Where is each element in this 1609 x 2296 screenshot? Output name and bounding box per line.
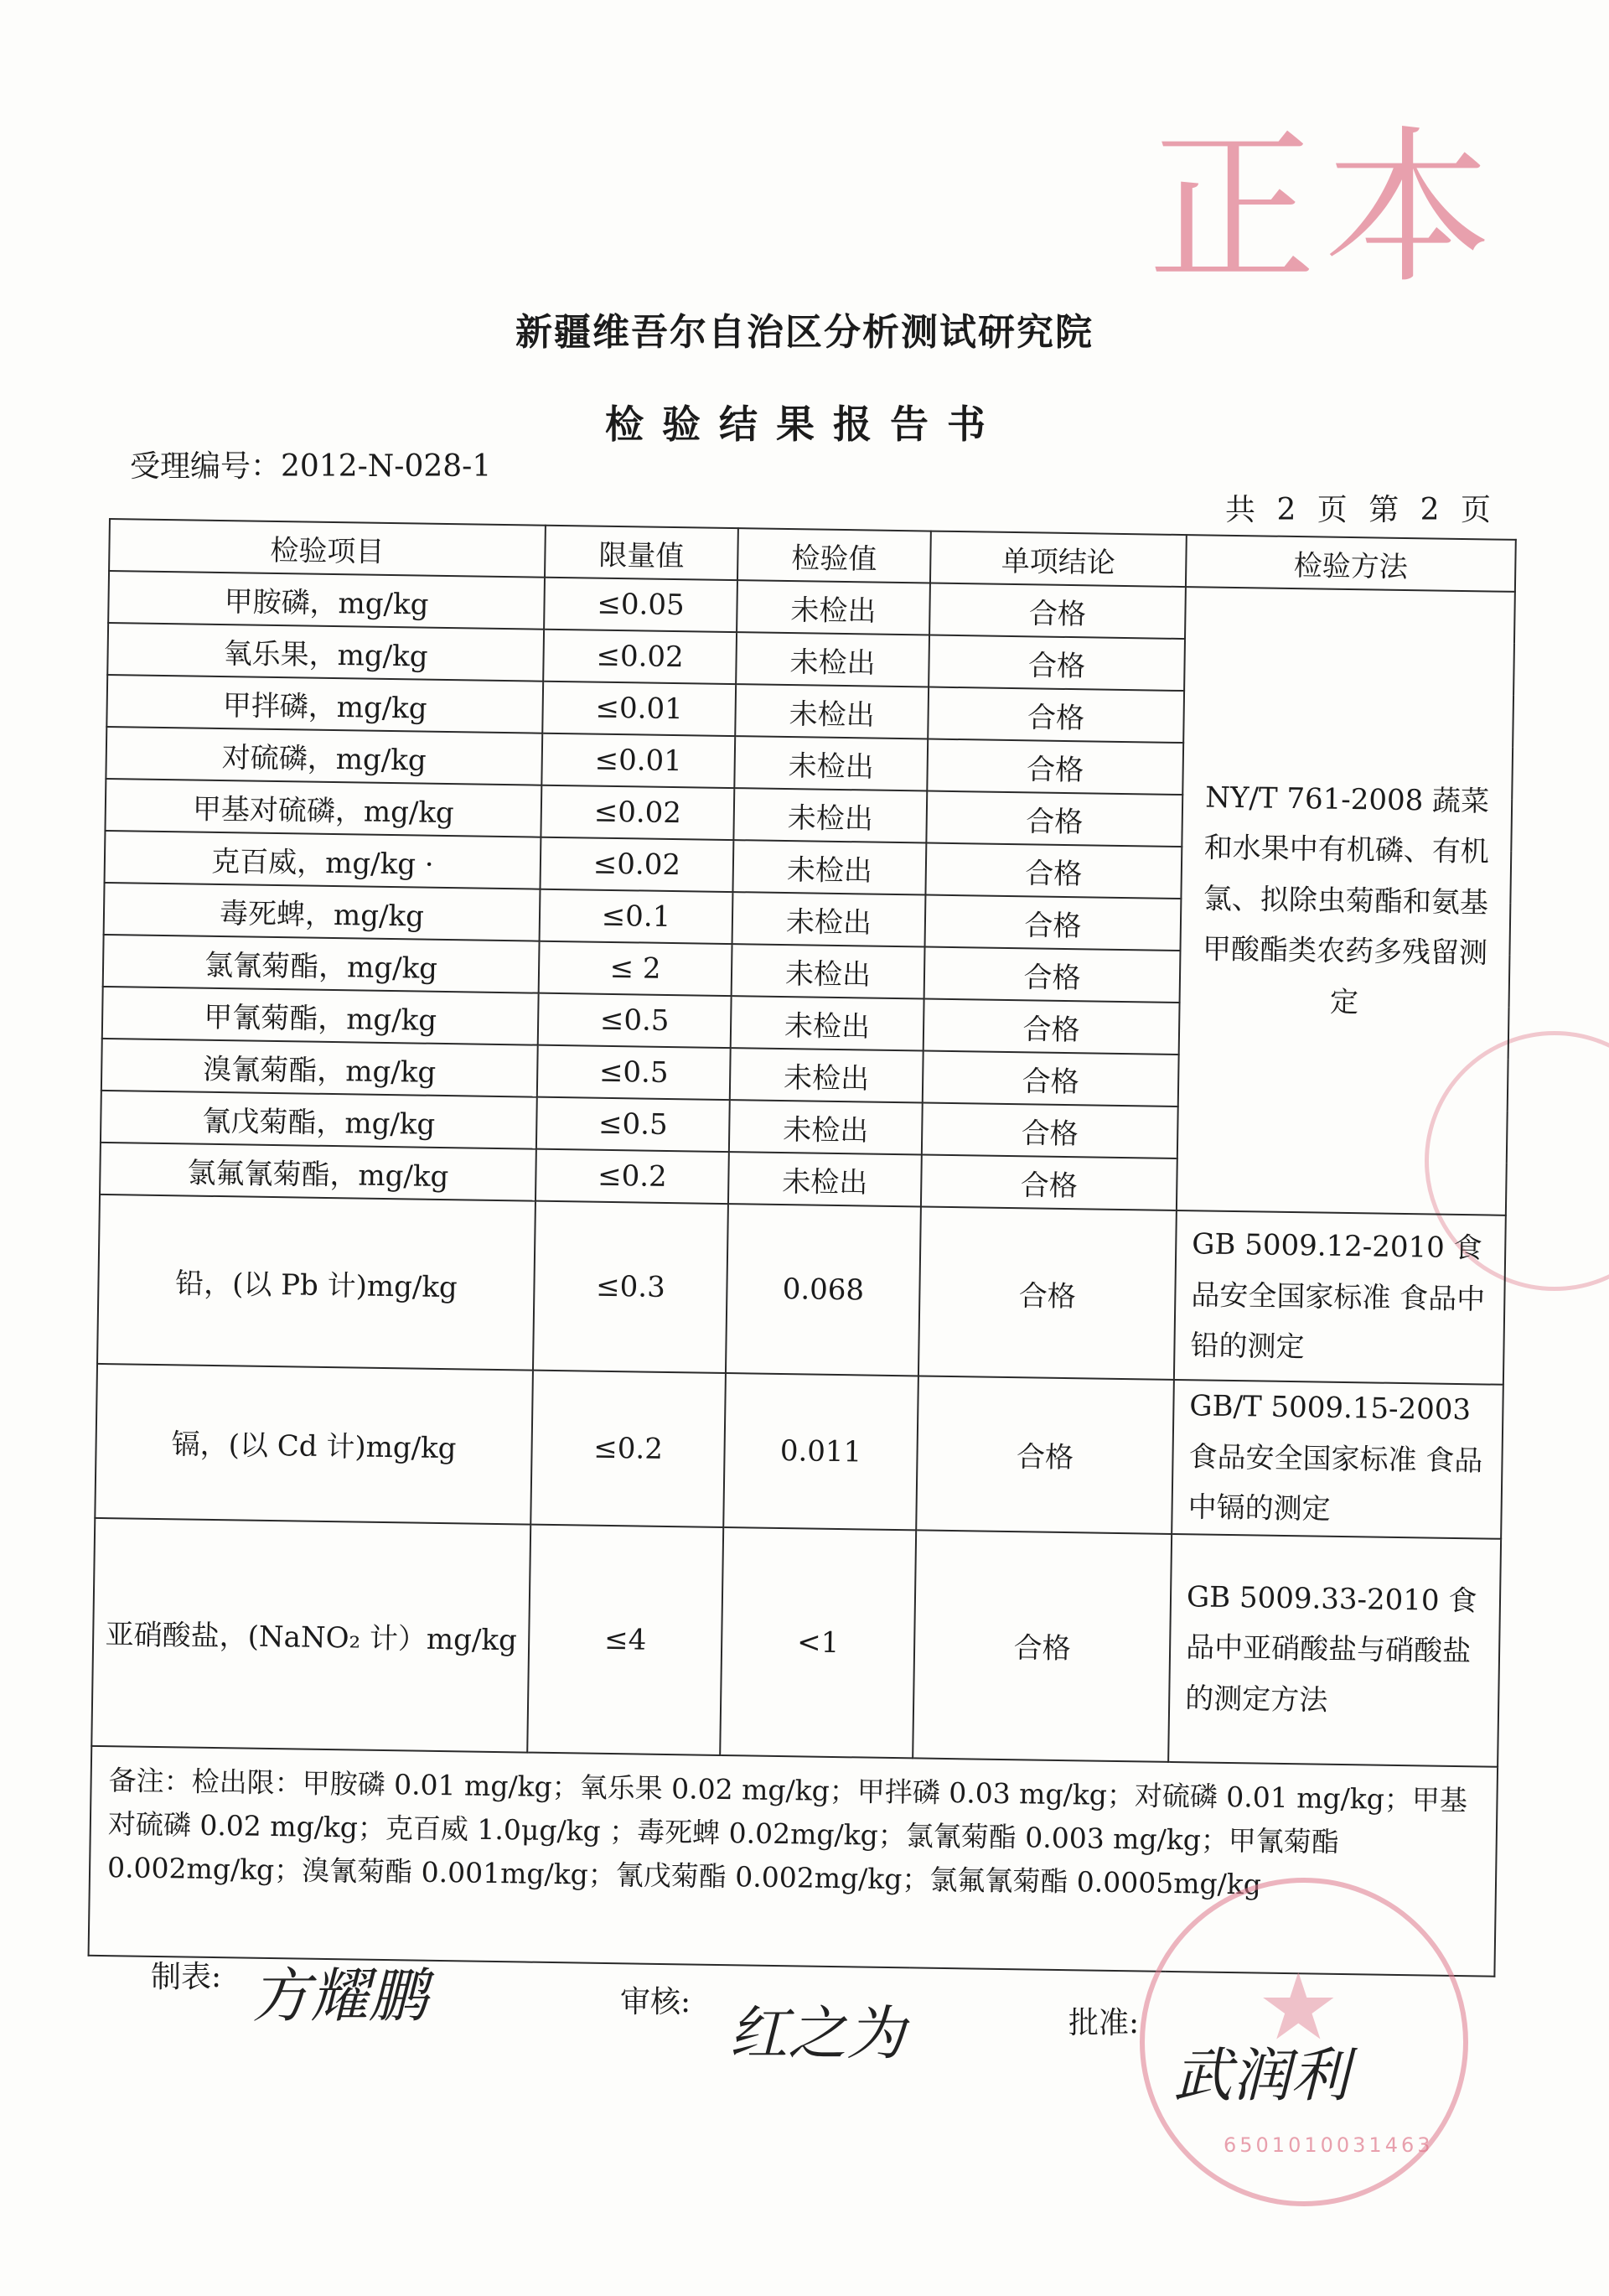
col-header-item: 检验项目 xyxy=(109,519,546,578)
cell-limit: ≤0.02 xyxy=(540,837,733,892)
cell-value: 未检出 xyxy=(732,892,926,946)
approve-label: 批准: xyxy=(1068,2006,1140,2040)
cell-value: 未检出 xyxy=(737,580,930,635)
cell-method-pesticide: NY/T 761-2008 蔬菜和水果中有机磷、有机氯、拟除虫菊酯和氨基甲酸酯类农药多残留测定 xyxy=(1177,587,1515,1215)
cell-method: GB 5009.33-2010 食品中亚硝酸盐与硝酸盐的测定方法 xyxy=(1168,1533,1501,1766)
cell-item: 甲胺磷，mg/kg xyxy=(108,571,545,630)
review-label: 审核: xyxy=(620,1985,691,2019)
cell-result: 合格 xyxy=(929,583,1186,640)
cell-value: 0.011 xyxy=(723,1373,918,1530)
cell-result: 合格 xyxy=(925,895,1182,951)
col-header-method: 检验方法 xyxy=(1186,535,1516,592)
cell-result: 合格 xyxy=(927,739,1183,796)
col-header-value: 检验值 xyxy=(737,528,931,583)
cell-limit: ≤0.2 xyxy=(530,1371,726,1527)
table-row xyxy=(91,1517,1501,1766)
cell-limit: ≤0.5 xyxy=(537,1045,731,1100)
prepared-label: 制表: xyxy=(151,1960,222,1994)
cell-result: 合格 xyxy=(923,998,1180,1055)
cell-value: 未检出 xyxy=(731,996,924,1050)
cell-value: 未检出 xyxy=(732,944,925,998)
cell-limit: ≤0.3 xyxy=(533,1201,728,1373)
seal-star-icon: ★ xyxy=(1257,1953,1340,2060)
cell-value: <1 xyxy=(720,1527,916,1758)
cell-limit: ≤0.1 xyxy=(540,889,733,944)
cell-method: GB/T 5009.15-2003 食品安全国家标准 食品中镉的测定 xyxy=(1172,1380,1503,1538)
cell-item: 甲基对硫磷，mg/kg xyxy=(105,779,541,837)
acceptance-number: 受理编号：2012-N-028-1 xyxy=(130,449,492,484)
cell-result: 合格 xyxy=(921,1154,1177,1210)
cell-item: 铅，(以 Pb 计)mg/kg xyxy=(97,1195,535,1371)
results-table xyxy=(88,518,1517,1977)
col-header-result: 单项结论 xyxy=(930,531,1187,588)
page-info: 共 2 页 第 2 页 xyxy=(1225,493,1492,527)
cell-item: 氰戊菊酯，mg/kg xyxy=(101,1091,537,1149)
cell-result: 合格 xyxy=(924,946,1181,1003)
cell-item: 氯氰菊酯，mg/kg xyxy=(103,935,540,993)
prepared-signature: 方耀鹏 xyxy=(251,1962,427,2030)
cell-limit: ≤0.01 xyxy=(542,682,736,736)
cell-result: 合格 xyxy=(918,1206,1177,1380)
cell-result: 合格 xyxy=(925,843,1182,899)
cell-result: 合格 xyxy=(923,1050,1179,1107)
cell-result: 合格 xyxy=(913,1530,1172,1761)
cell-result: 合格 xyxy=(928,687,1184,744)
table-row xyxy=(95,1364,1503,1538)
cell-item: 氧乐果，mg/kg xyxy=(107,623,544,682)
organization-name: 新疆维吾尔自治区分析测试研究院 xyxy=(515,311,1094,354)
cell-value: 未检出 xyxy=(735,684,929,739)
table-row xyxy=(97,1195,1506,1385)
cell-item: 镉，(以 Cd 计)mg/kg xyxy=(95,1364,533,1524)
cell-item: 克百威，mg/kg · xyxy=(105,831,541,889)
cell-result: 合格 xyxy=(929,635,1185,692)
cell-limit: ≤0.02 xyxy=(543,630,737,684)
cell-value: 未检出 xyxy=(729,1100,923,1154)
cell-result: 合格 xyxy=(916,1376,1174,1533)
cell-item: 甲氰菊酯，mg/kg xyxy=(102,987,539,1045)
cell-limit: ≤0.05 xyxy=(544,578,737,632)
remark-text: 备注：检出限：甲胺磷 0.01 mg/kg；氧乐果 0.02 mg/kg；甲拌磷 0.03 mg/kg；对硫磷 0.01 mg/kg；甲基对硫磷 0.02 mg/kg；克百威 1.0μg/kg ；毒死蜱 0.02mg/kg；氯氰菊酯 0.003 mg/kg；甲氰菊酯 0.002mg/kg；溴氰菊酯 0.001mg/kg；氰戊菊酯 0.002mg/kg；氯氟氰菊酯 0.0005mg/kg xyxy=(89,1745,1498,1976)
cell-value: 未检出 xyxy=(730,1048,923,1102)
cell-value: 未检出 xyxy=(734,736,928,790)
cell-item: 甲拌磷，mg/kg xyxy=(106,675,543,733)
cell-limit: ≤0.01 xyxy=(541,733,735,788)
review-signature: 红之为 xyxy=(729,1999,905,2068)
col-header-limit: 限量值 xyxy=(545,526,738,580)
cell-value: 未检出 xyxy=(736,632,929,687)
report-title: 检验结果报告书 xyxy=(605,402,1004,447)
approve-signature: 武润利 xyxy=(1173,2041,1349,2110)
cell-limit: ≤0.5 xyxy=(538,993,732,1048)
cell-result: 合格 xyxy=(922,1102,1178,1158)
cell-value: 未检出 xyxy=(733,788,927,842)
cell-value: 0.068 xyxy=(726,1204,921,1376)
cell-limit: ≤0.5 xyxy=(536,1097,730,1152)
cell-item: 氯氟氰菊酯，mg/kg xyxy=(100,1143,536,1201)
cell-value: 未检出 xyxy=(728,1152,922,1206)
cell-result: 合格 xyxy=(926,791,1182,847)
seal-number: 6501010031463 xyxy=(1224,2133,1434,2157)
cell-limit: ≤0.02 xyxy=(541,785,734,840)
cell-limit: ≤4 xyxy=(527,1524,723,1754)
cell-limit: ≤ 2 xyxy=(539,941,732,996)
cell-item: 毒死蜱，mg/kg xyxy=(104,883,541,941)
original-copy-stamp: 正本 xyxy=(1148,111,1501,307)
cell-item: 溴氰菊酯，mg/kg xyxy=(101,1039,538,1097)
cell-limit: ≤0.2 xyxy=(535,1149,729,1204)
cell-value: 未检出 xyxy=(732,840,926,894)
cell-method: GB 5009.12-2010 食品安全国家标准 食品中铅的测定 xyxy=(1174,1210,1506,1385)
cell-item: 对硫磷，mg/kg xyxy=(106,727,542,785)
cell-item: 亚硝酸盐，(NaNO₂ 计）mg/kg xyxy=(91,1517,530,1752)
